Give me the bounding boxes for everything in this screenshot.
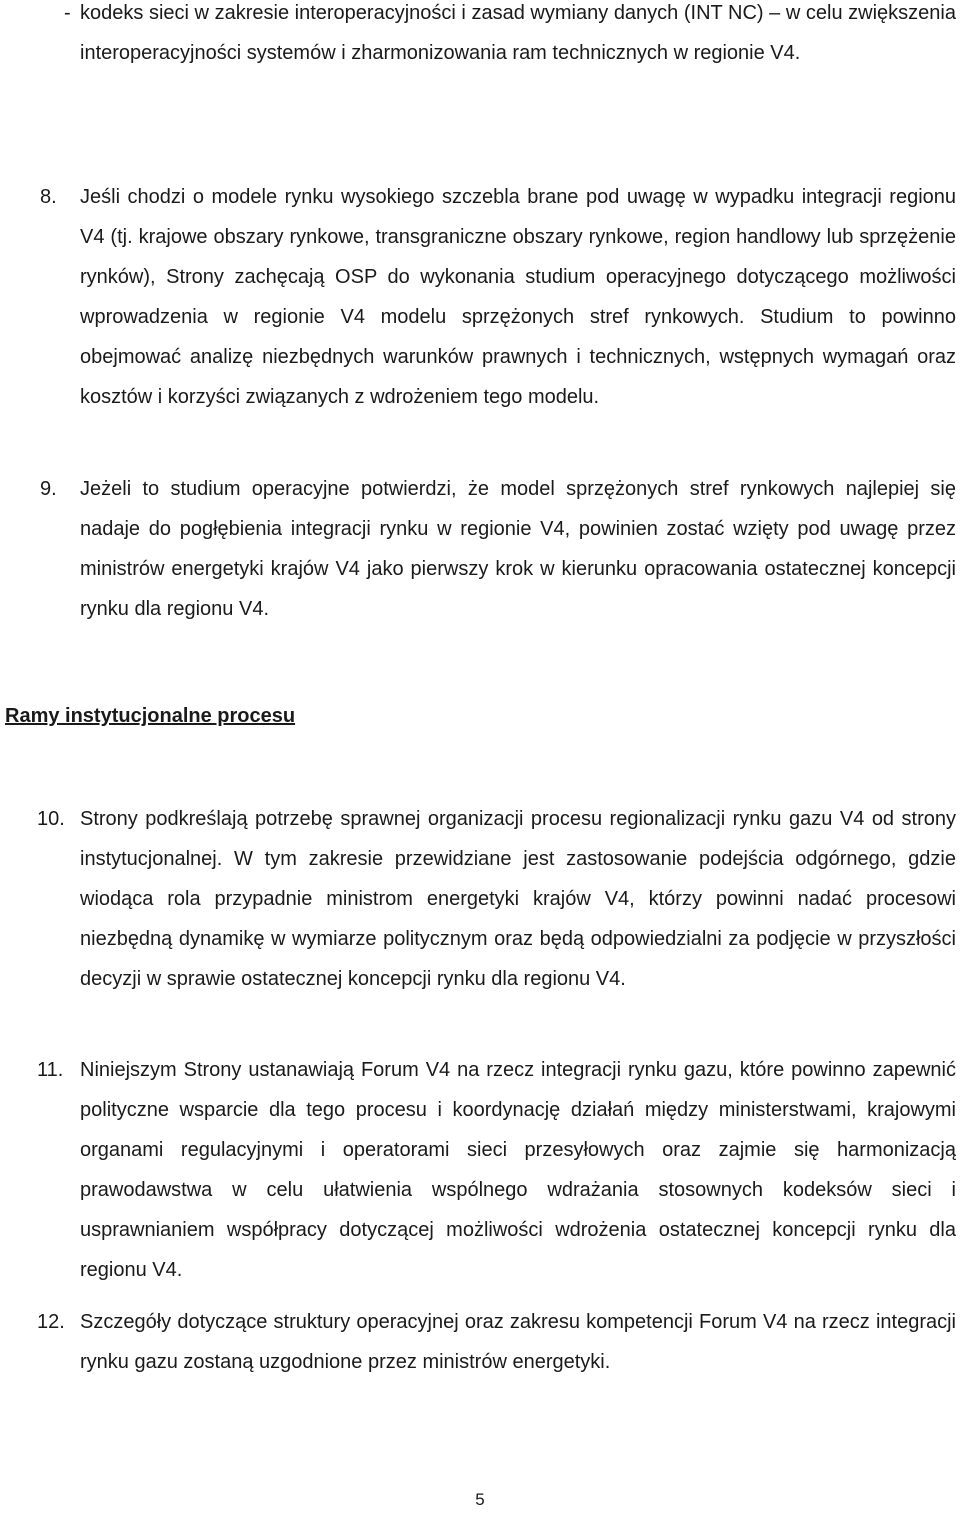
- list-marker: 8.: [40, 186, 57, 208]
- list-item-9: [40, 469, 956, 629]
- list-marker: 10.: [37, 808, 65, 830]
- list-item-text: kodeks sieci w zakresie interoperacyjności i zasad wymiany danych (INT NC) – w celu zwiększenia interoperacyjności systemów i zharmonizowania ram technicznych w regionie V4.: [80, 2, 956, 64]
- list-marker: -: [64, 2, 71, 24]
- page-number: 5: [475, 1490, 485, 1509]
- list-item-text: Jeśli chodzi o modele rynku wysokiego szczebla brane pod uwagę w wypadku integracji regionu V4 (tj. krajowe obszary rynkowe, transgraniczne obszary rynkowe, region handlowy lub sprzężenie rynków), Strony zachęcają OSP do wykonania studium operacyjnego dotyczącego możliwości wprowadzenia w regionie V4 modelu sprzężonych stref rynkowych. Studium to powinno obejmować analizę niezbędnych warunków prawnych i technicznych, wstępnych wymagań oraz kosztów i korzyści związanych z wdrożeniem tego modelu.: [80, 186, 956, 408]
- list-item-11: [37, 1050, 956, 1290]
- list-item-text: Szczegóły dotyczące struktury operacyjnej oraz zakresu kompetencji Forum V4 na rzecz integracji rynku gazu zostaną uzgodnione przez ministrów energetyki.: [80, 1311, 956, 1373]
- list-item-text: Jeżeli to studium operacyjne potwierdzi, że model sprzężonych stref rynkowych najlepiej się nadaje do pogłębienia integracji rynku w regionie V4, powinien zostać wzięty pod uwagę przez ministrów energetyki krajów V4 jako pierwszy krok w kierunku opracowania ostatecznej koncepcji rynku dla regionu V4.: [80, 478, 956, 620]
- list-marker: 12.: [37, 1311, 65, 1333]
- list-marker: 9.: [40, 478, 57, 500]
- list-item-text: Strony podkreślają potrzebę sprawnej organizacji procesu regionalizacji rynku gazu V4 od strony instytucjonalnej. W tym zakresie przewidziane jest zastosowanie podejścia odgórnego, gdzie wiodąca rola przypadnie ministrom energetyki krajów V4, którzy powinni nadać procesowi niezbędną dynamikę w wymiarze politycznym oraz będą odpowiedzialni za podjęcie w przyszłości decyzji w sprawie ostatecznej koncepcji rynku dla regionu V4.: [80, 808, 956, 990]
- section-heading: Ramy instytucjonalne procesu: [5, 705, 296, 727]
- list-item-10: [37, 799, 956, 999]
- list-item-text: Niniejszym Strony ustanawiają Forum V4 na rzecz integracji rynku gazu, które powinno zapewnić polityczne wsparcie dla tego procesu i koordynację działań między ministerstwami, krajowymi organami regulacyjnymi i operatorami sieci przesyłowych oraz zajmie się harmonizacją prawodawstwa w celu ułatwienia wspólnego wdrażania stosownych kodeksów sieci i usprawnianiem współpracy dotyczącej możliwości wdrożenia ostatecznej koncepcji rynku dla regionu V4.: [80, 1059, 956, 1281]
- list-item-8: [40, 177, 956, 417]
- list-marker: 11.: [37, 1059, 64, 1081]
- list-item-12: [37, 1302, 956, 1382]
- list-item-dash: [64, 0, 956, 73]
